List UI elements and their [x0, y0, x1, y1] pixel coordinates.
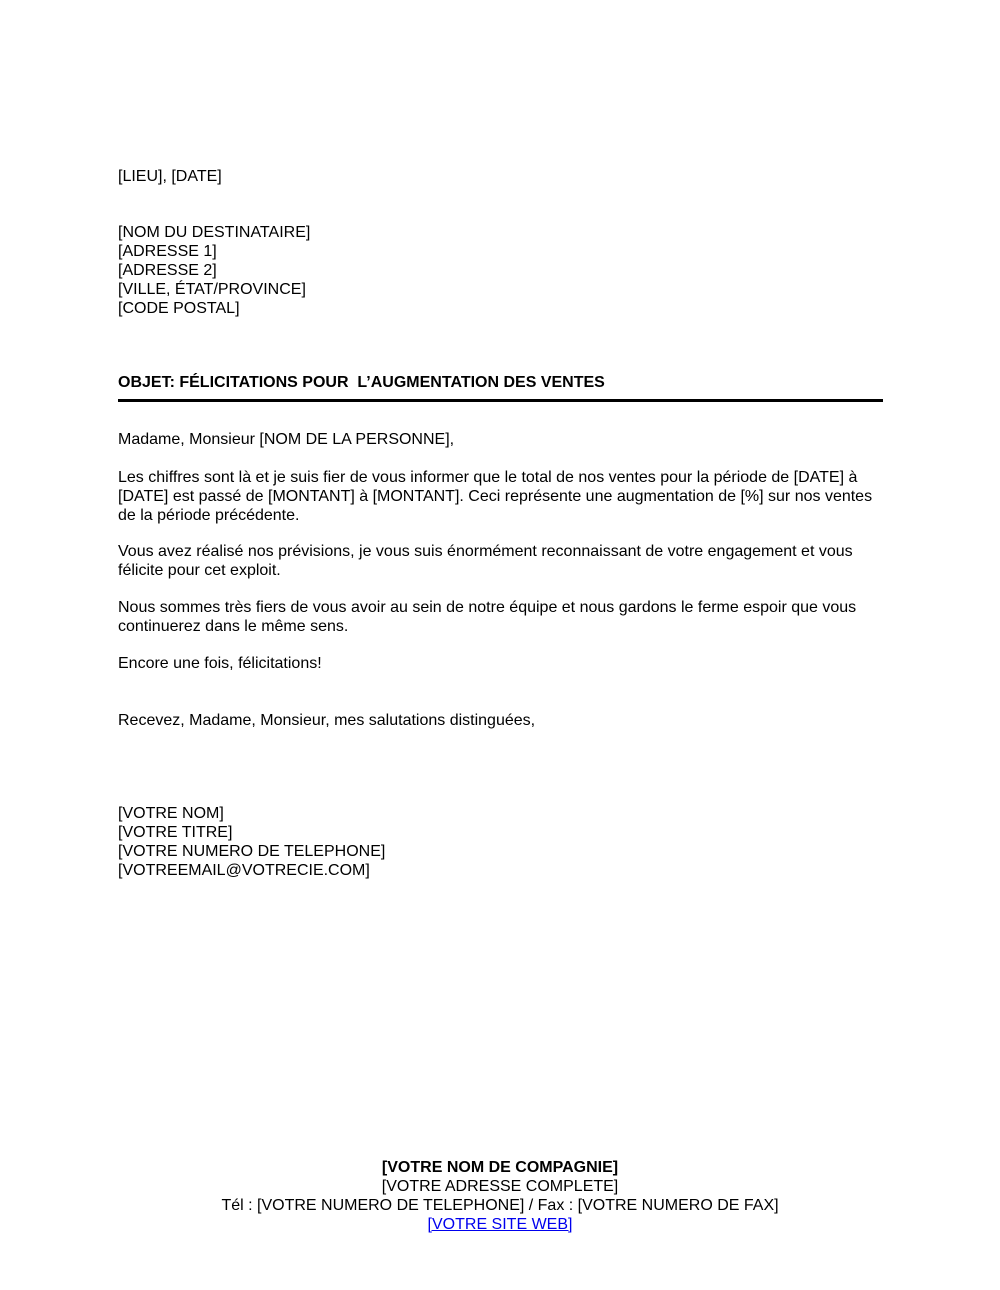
place-date [118, 167, 883, 186]
recipient-address1: [ADRESSE 1] [118, 243, 217, 260]
body-paragraph-4: Encore une fois, félicitations! [118, 655, 322, 672]
recipient-name: [NOM DU DESTINATAIRE] [118, 224, 311, 241]
subject-line: OBJET: FÉLICITATIONS POUR L’AUGMENTATION DES VENTES [118, 374, 605, 391]
signature-email: [VOTREEMAIL@VOTRECIE.COM] [118, 862, 370, 879]
signature-name: [VOTRE NOM] [118, 805, 224, 822]
recipient-postal-code: [CODE POSTAL] [118, 300, 240, 317]
signature-phone: [VOTRE NUMERO DE TELEPHONE] [118, 843, 386, 860]
closing-formula: Recevez, Madame, Monsieur, mes salutations distinguées, [118, 712, 536, 729]
company-footer [0, 1158, 1000, 1234]
body-paragraph-1: Les chiffres sont là et je suis fier de vous informer que le total de nos ventes pour la période de [DATE] à [DATE] est passé de [MONTANT] à [MONTANT]. Ceci représente une augmentation de [%] sur nos ventes de la période précédente. [118, 469, 873, 524]
place-date-text: [LIEU], [DATE] [118, 168, 222, 185]
signature-title: [VOTRE TITRE] [118, 824, 233, 841]
subject-divider [118, 399, 883, 402]
signature-block [118, 804, 883, 880]
body-paragraph-2: Vous avez réalisé nos prévisions, je vous suis énormément reconnaissant de votre engagement et vous félicite pour cet exploit. [118, 543, 853, 579]
footer-website-link[interactable]: [VOTRE SITE WEB] [427, 1216, 573, 1233]
recipient-address [118, 223, 883, 318]
greeting: Madame, Monsieur [NOM DE LA PERSONNE], [118, 431, 455, 448]
body-paragraph-3: Nous sommes très fiers de vous avoir au sein de notre équipe et nous gardons le ferme espoir que vous continuerez dans le même sens. [118, 599, 857, 635]
recipient-address2: [ADRESSE 2] [118, 262, 217, 279]
footer-company-name: [VOTRE NOM DE COMPAGNIE] [381, 1159, 619, 1176]
footer-contact: Tél : [VOTRE NUMERO DE TELEPHONE] / Fax : [VOTRE NUMERO DE FAX] [221, 1197, 779, 1214]
footer-address: [VOTRE ADRESSE COMPLETE] [381, 1178, 619, 1195]
recipient-city-state: [VILLE, ÉTAT/PROVINCE] [118, 281, 306, 298]
